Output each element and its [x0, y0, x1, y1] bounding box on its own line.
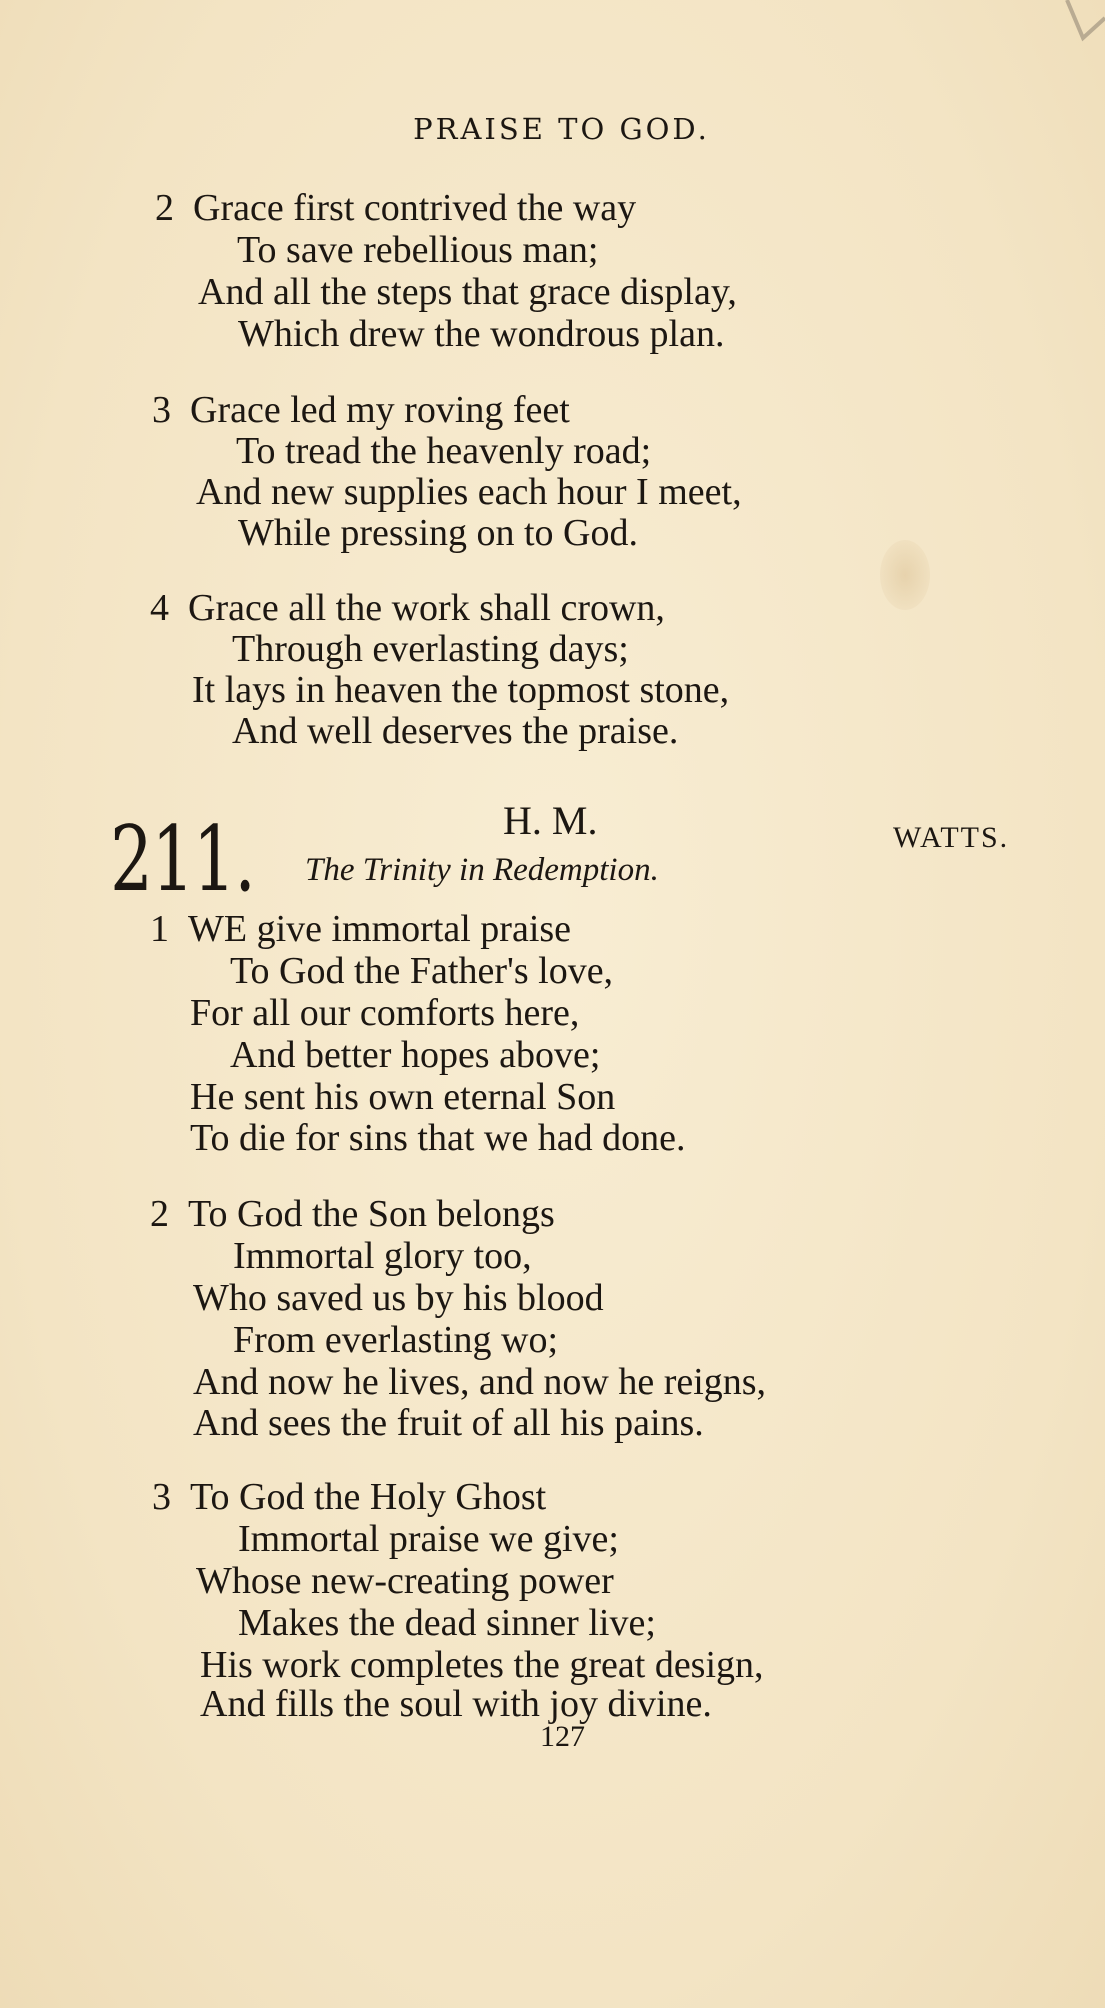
- verse-number: 4: [150, 587, 169, 629]
- verse-line: He sent his own eternal Son: [190, 1076, 616, 1118]
- verse-line: Who saved us by his blood: [193, 1277, 604, 1319]
- verse-line: And better hopes above;: [230, 1034, 601, 1076]
- verse-number: 1: [150, 908, 169, 950]
- verse-line: Immortal glory too,: [233, 1235, 532, 1277]
- verse-line: Makes the dead sinner live;: [238, 1602, 656, 1644]
- verse-line: Which drew the wondrous plan.: [238, 313, 725, 355]
- verse-line: And fills the soul with joy divine.: [200, 1683, 712, 1725]
- verse-number: 3: [152, 389, 171, 431]
- page-corner-mark: [1045, 0, 1105, 60]
- verse-line: To tread the heavenly road;: [236, 430, 652, 472]
- verse-line: 1 WE give immortal praise: [150, 908, 572, 950]
- verse-line: 3 Grace led my roving feet: [152, 389, 570, 431]
- verse-line: For all our comforts here,: [190, 992, 580, 1034]
- verse-line: Through everlasting days;: [232, 628, 629, 670]
- verse-line: Immortal praise we give;: [238, 1518, 619, 1560]
- hymn-number: 211.: [110, 807, 255, 912]
- verse-line: Whose new-creating power: [196, 1560, 614, 1602]
- verse-number: 2: [150, 1193, 169, 1235]
- paper-stain: [880, 540, 930, 610]
- verse-line: And now he lives, and now he reigns,: [193, 1361, 767, 1403]
- verse-line: From everlasting wo;: [233, 1319, 559, 1361]
- verse-line: While pressing on to God.: [238, 512, 639, 554]
- verse-line: His work completes the great design,: [200, 1644, 764, 1686]
- verse-line: It lays in heaven the topmost stone,: [192, 669, 730, 711]
- verse-line: 2 To God the Son belongs: [150, 1193, 555, 1235]
- hymn-meter: H. M.: [503, 798, 598, 843]
- verse-line: And sees the fruit of all his pains.: [193, 1402, 704, 1444]
- verse-line: 4 Grace all the work shall crown,: [150, 587, 665, 629]
- verse-line: And new supplies each hour I meet,: [196, 471, 742, 513]
- hymn-author: WATTS.: [893, 821, 1010, 854]
- verse-number: 2: [155, 187, 174, 229]
- running-head: PRAISE TO GOD.: [413, 112, 710, 146]
- verse-line: To save rebellious man;: [237, 229, 599, 271]
- verse-line: To die for sins that we had done.: [190, 1117, 686, 1159]
- hymn-subtitle: The Trinity in Redemption.: [305, 852, 659, 888]
- verse-line: And well deserves the praise.: [232, 710, 679, 752]
- page-number: 127: [540, 1720, 585, 1753]
- verse-line: 2 Grace first contrived the way: [155, 187, 637, 229]
- verse-line: And all the steps that grace display,: [198, 271, 737, 313]
- verse-line: 3 To God the Holy Ghost: [152, 1476, 547, 1518]
- verse-number: 3: [152, 1476, 171, 1518]
- verse-line: To God the Father's love,: [230, 950, 614, 992]
